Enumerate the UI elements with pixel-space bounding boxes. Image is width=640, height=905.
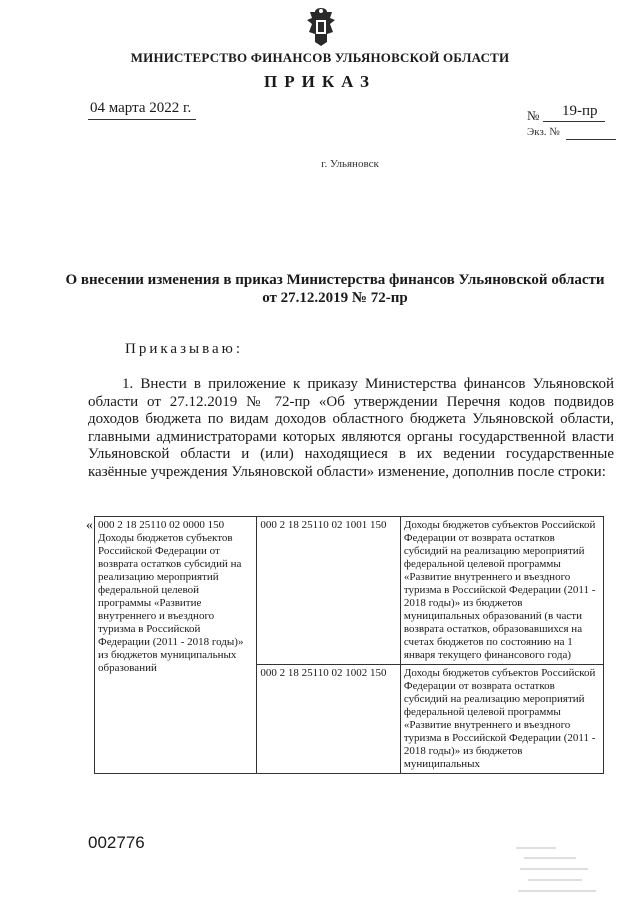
city: г. Ульяновск — [321, 158, 379, 170]
description-cell: Доходы бюджетов субъектов Российской Федерации от возврата остатков субсидий на реализацию мероприятий федеральной целевой программы «Развитие внутреннего и въездного туризма в Российской Федерации (2011 - 2018 годы)» из бюджетов муниципальных — [400, 665, 603, 774]
paragraph-1: 1. Внести в приложение к приказу Министерства финансов Ульяновской области от 27.12.2019 № 72-пр «Об утверждении Перечня кодов подвидов доходов бюджета по видам доходов областного бюджета Ульяновской области, главными администраторами которых являются органы государственной власти Ульяновской области и (или) находящиеся в их ведении государственные казённые учреждения Ульяновской области» изменение, дополнив после строки: — [88, 376, 614, 480]
document-type: ПРИКАЗ — [264, 72, 376, 91]
table-row — [95, 517, 604, 665]
document-date: 04 марта 2022 г. — [90, 100, 192, 116]
scan-bleed-through — [516, 842, 626, 897]
document-title: О внесении изменения в приказ Министерства финансов Ульяновской области от 27.12.2019 № 72-пр — [65, 272, 605, 306]
code-cell: 000 2 18 25110 02 1001 150 — [257, 517, 400, 665]
number-underline — [543, 121, 605, 122]
copy-number-underline — [566, 139, 616, 140]
ministry-name: МИНИСТЕРСТВО ФИНАНСОВ УЛЬЯНОВСКОЙ ОБЛАСТИ — [130, 50, 510, 65]
date-underline — [88, 119, 196, 120]
stamp-number: 002776 — [88, 833, 145, 852]
order-word: Приказываю: — [125, 341, 243, 357]
code-cell: 000 2 18 25110 02 1002 150 — [257, 665, 400, 774]
number-sign: № — [527, 108, 540, 123]
opening-quote: « — [86, 518, 93, 533]
original-row-cell: 000 2 18 25110 02 0000 150 Доходы бюджетов субъектов Российской Федерации от возврата остатков субсидий на реализацию мероприятий федеральной целевой программы «Развитие внутреннего и въездного туризма в Российской Федерации (2011 - 2018 годы)» из бюджетов муниципальных образований — [95, 517, 257, 774]
codes-table — [94, 516, 604, 774]
copy-number-label: Экз. № — [527, 126, 560, 138]
description-cell: Доходы бюджетов субъектов Российской Федерации от возврата остатков субсидий на реализацию мероприятий федеральной целевой программы «Развитие внутреннего и въездного туризма в Российской Федерации (2011 - 2018 годы)» из бюджетов муниципальных образований (в части возврата остатков, образовавшихся на счетах бюджетов по состоянию на 1 января текущего финансового года) — [400, 517, 603, 665]
document-number: 19-пр — [562, 103, 598, 119]
coat-of-arms-emblem — [304, 6, 338, 48]
